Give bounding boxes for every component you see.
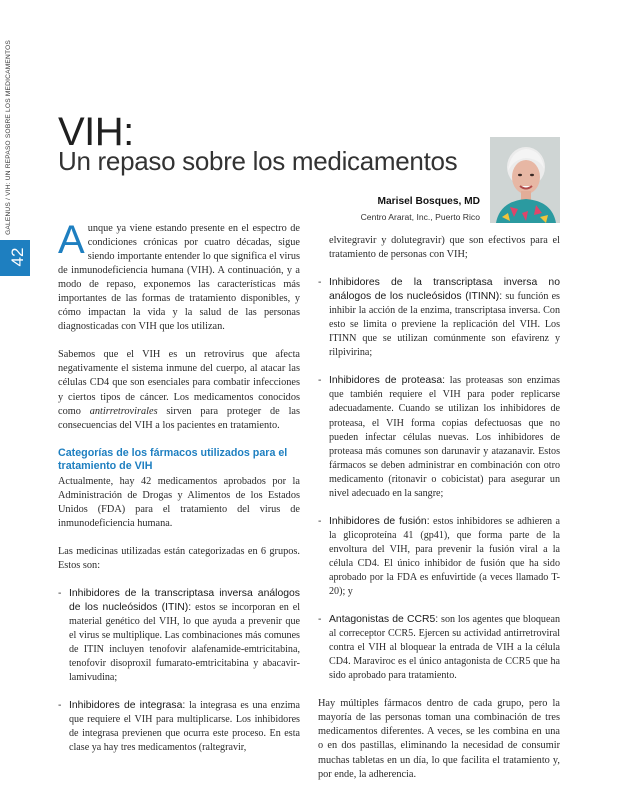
- intro-paragraph: Aunque ya viene estando presente en el espectro de condiciones crónicas por cuatro décadas, sigue siendo importante entender lo que significa el virus de inmunodeficiencia humana (VIH). A continuación, y a modo de repaso, exponemos las características más importantes de las formas de tratamiento disponibles, y cómo impactan la vida y la salud de las personas diagnosticadas con VIH que los utilizan.: [58, 218, 300, 333]
- list-item-ccr5: - Antagonistas de CCR5: son los agentes que bloquean al correceptor CCR5. Ejercen su actividad antirretroviral contra el VIH al bloquear la entrada de VIH a la célula CD4. Maraviroc es el único antagonista de CCR5 que ha sido aprobado para tratamiento.: [318, 614, 560, 682]
- closing-paragraph: Hay múltiples fármacos dentro de cada grupo, pero la mayoría de las personas toman una combinación de tres medicamentos diferentes. A veces, se les combina en una o en dos pastillas, eliminando la necesidad de consumir muchas tabletas en un día, lo que facilita el tratamiento y, por ende, la adherencia.: [318, 698, 560, 780]
- running-head-text: GALENUS / VIH: UN REPASO SOBRE LOS MEDICAMENTOS: [5, 40, 12, 235]
- list-item-proteasa: - Inhibidores de proteasa: las proteasas son enzimas que también requiere el VIH para poder replicarse adecuadamente. Cuando se utilizan los inhibidores de proteasa, el VIH forma copias defectuosas que no pueden infectar células nuevas. Los inhibidores de proteasa más comunes son darunavir y atazanavir. Estos fármacos se deben administrar en combinación con otro medicamento (ritonavir o cobicistat) para asegurar un nivel adecuado en la sangre;: [318, 375, 560, 499]
- article-title: VIH:: [58, 110, 134, 154]
- author-affiliation: Centro Ararat, Inc., Puerto Rico: [360, 212, 480, 222]
- list-item-integrasa: - Inhibidores de integrasa: la integrasa es una enzima que requiere el VIH para multiplicarse. Los inhibidores de integrasa previenen que ocurra este proceso. En esta clase ya hay tres medicamentos (raltegravir,: [58, 700, 300, 754]
- fda-paragraph: Actualmente, hay 42 medicamentos aprobados por la Administración de Drogas y Alimentos de los Estados Unidos (FDA) para el tratamiento del virus de inmunodeficiencia humana.: [58, 475, 300, 529]
- author-name: Marisel Bosques, MD: [377, 196, 480, 207]
- section-heading: Categorías de los fármacos utilizados para el tratamiento de VIH: [58, 446, 288, 472]
- author-photo: [490, 137, 560, 223]
- list-item-fusion: - Inhibidores de fusión: estos inhibidores se adhieren a la glicoproteína 41 (gp41), que forma parte de la envoltura del VIH, para prevenir la fusión viral a la célula CD4. El único inhibidor de fusión que ha sido aprobado por la FDA es enfuvirtide (a veces llamado T-20); y: [318, 515, 561, 598]
- list-item-itin: - Inhibidores de la transcriptasa inversa análogos de los nucleósidos (ITIN): estos se incorporan en el material genético del VIH, lo que ayuda a prevenir que el virus se multiplique. Las combinaciones más comunes de ITIN incluyen tenofovir alafenamide-emtricitabina, tenofovir disoproxil fumarato-emtricitabina y abacavir-lamivudina;: [58, 587, 301, 684]
- article-subtitle: Un repaso sobre los medicamentos: [58, 146, 458, 176]
- groups-paragraph: Las medicinas utilizadas están categorizadas en 6 grupos. Estos son:: [58, 545, 300, 571]
- page-number-box: [0, 240, 30, 276]
- drop-cap: A: [58, 218, 85, 262]
- article-column-1: [58, 218, 301, 769]
- article-column-2: [318, 234, 560, 796]
- author-portrait-illustration: [490, 137, 560, 223]
- retrovirus-paragraph: Sabemos que el VIH es un retrovirus que afecta negativamente el sistema inmune del cuerpo, al atacar las células CD4 que son esenciales para combatir infecciones y ciertos tipos de cáncer. Los medicamentos conocidos como antirretrovirales sirven para proteger de las consecuencias del VIH a los pacientes en tratamiento.: [58, 349, 301, 431]
- sidebar: [0, 0, 30, 802]
- page-number: 42: [8, 247, 27, 267]
- list-item-itinn: - Inhibidores de la transcriptasa inversa no análogos de los nucleósidos (ITINN): su función es inhibir la acción de la enzima, transcriptasa inversa. Con esto se limita o previene la replicación del VIH. Los ITINN que se utilizan comúnmente son efavirenz y rilpivirina;: [318, 277, 560, 359]
- list-item-integrasa-continued: elvitegravir y dolutegravir) que son efectivos para el tratamiento de personas con VIH;: [329, 235, 560, 261]
